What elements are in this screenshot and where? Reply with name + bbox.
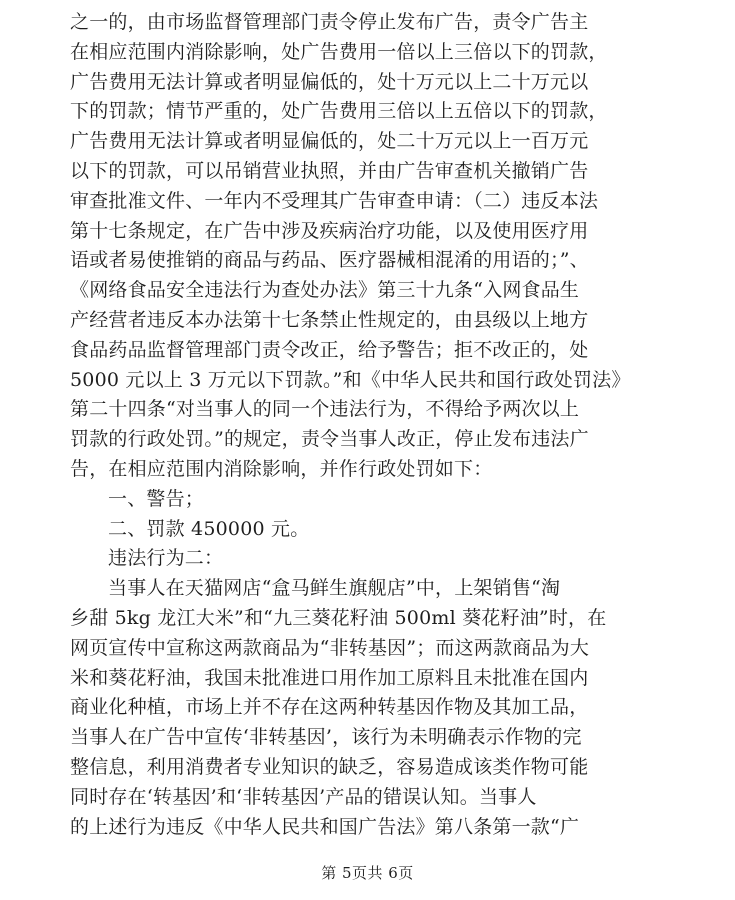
text-line: 第十七条规定，在广告中涉及疾病治疗功能，以及使用医疗用 <box>70 219 589 242</box>
text-line: 同时存在‘转基因’和‘非转基因’产品的错误认知。当事人 <box>70 785 537 808</box>
penalty-item: 一、警告； <box>108 487 205 510</box>
text-line: 5000 元以上 3 万元以下罚款。”和《中华人民共和国行政处罚法》 <box>70 368 631 391</box>
text-line: 商业化种植，市场上并不存在这两种转基因作物及其加工品， <box>70 696 589 719</box>
text-line: 整信息，利用消费者专业知识的缺乏，容易造成该类作物可能 <box>70 755 589 778</box>
text-line: 广告费用无法计算或者明显偏低的，处二十万元以上一百万元 <box>70 130 589 153</box>
text-line: 产经营者违反本办法第十七条禁止性规定的，由县级以上地方 <box>70 308 589 331</box>
text-line: 广告费用无法计算或者明显偏低的，处十万元以上二十万元以 <box>70 70 589 93</box>
text-line: 网页宣传中宣称这两款商品为“非转基因”；而这两款商品为大 <box>70 636 590 659</box>
text-line: 审查批准文件、一年内不受理其广告审查申请：（二）违反本法 <box>70 189 599 212</box>
section-heading: 违法行为二： <box>108 547 224 570</box>
text-line: 米和葵花籽油，我国未批准进口用作加工原料且未批准在国内 <box>70 666 589 689</box>
text-line: 之一的，由市场监督管理部门责令停止发布广告，责令广告主 <box>70 11 589 33</box>
text-line: 在相应范围内消除影响，处广告费用一倍以上三倍以下的罚款， <box>70 40 608 63</box>
text-line: 第二十四条“对当事人的同一个违法行为，不得给予两次以上 <box>70 398 580 421</box>
text-line: 当事人在广告中宣传‘非转基因’，该行为未明确表示作物的完 <box>70 726 582 749</box>
text-line: 告，在相应范围内消除影响，并作行政处罚如下： <box>70 457 493 480</box>
text-line: 当事人在天猫网店“盒马鲜生旗舰店”中，上架销售“淘 <box>108 577 561 600</box>
text-line: 语或者易使推销的商品与药品、医疗器械相混淆的用语的；”、 <box>70 249 589 272</box>
text-line: 以下的罚款，可以吊销营业执照，并由广告审查机关撤销广告 <box>70 159 589 182</box>
page-number: 第 5页共 6页 <box>321 864 414 882</box>
text-line: 罚款的行政处罚。”的规定，责令当事人改正，停止发布违法广 <box>70 428 589 451</box>
text-line: 的上述行为违反《中华人民共和国广告法》第八条第一款“广 <box>70 815 580 838</box>
text-line: 下的罚款；情节严重的，处广告费用三倍以上五倍以下的罚款， <box>70 100 608 123</box>
document-body <box>70 8 670 842</box>
text-line: 《网络食品安全违法行为查处办法》第三十九条“入网食品生 <box>70 279 580 302</box>
text-line: 食品药品监督管理部门责令改正，给予警告；拒不改正的，处 <box>70 338 589 361</box>
penalty-item: 二、罚款 450000 元。 <box>108 517 310 540</box>
text-line: 乡甜 5kg 龙江大米”和“九三葵花籽油 500ml 葵花籽油”时，在 <box>70 606 607 629</box>
